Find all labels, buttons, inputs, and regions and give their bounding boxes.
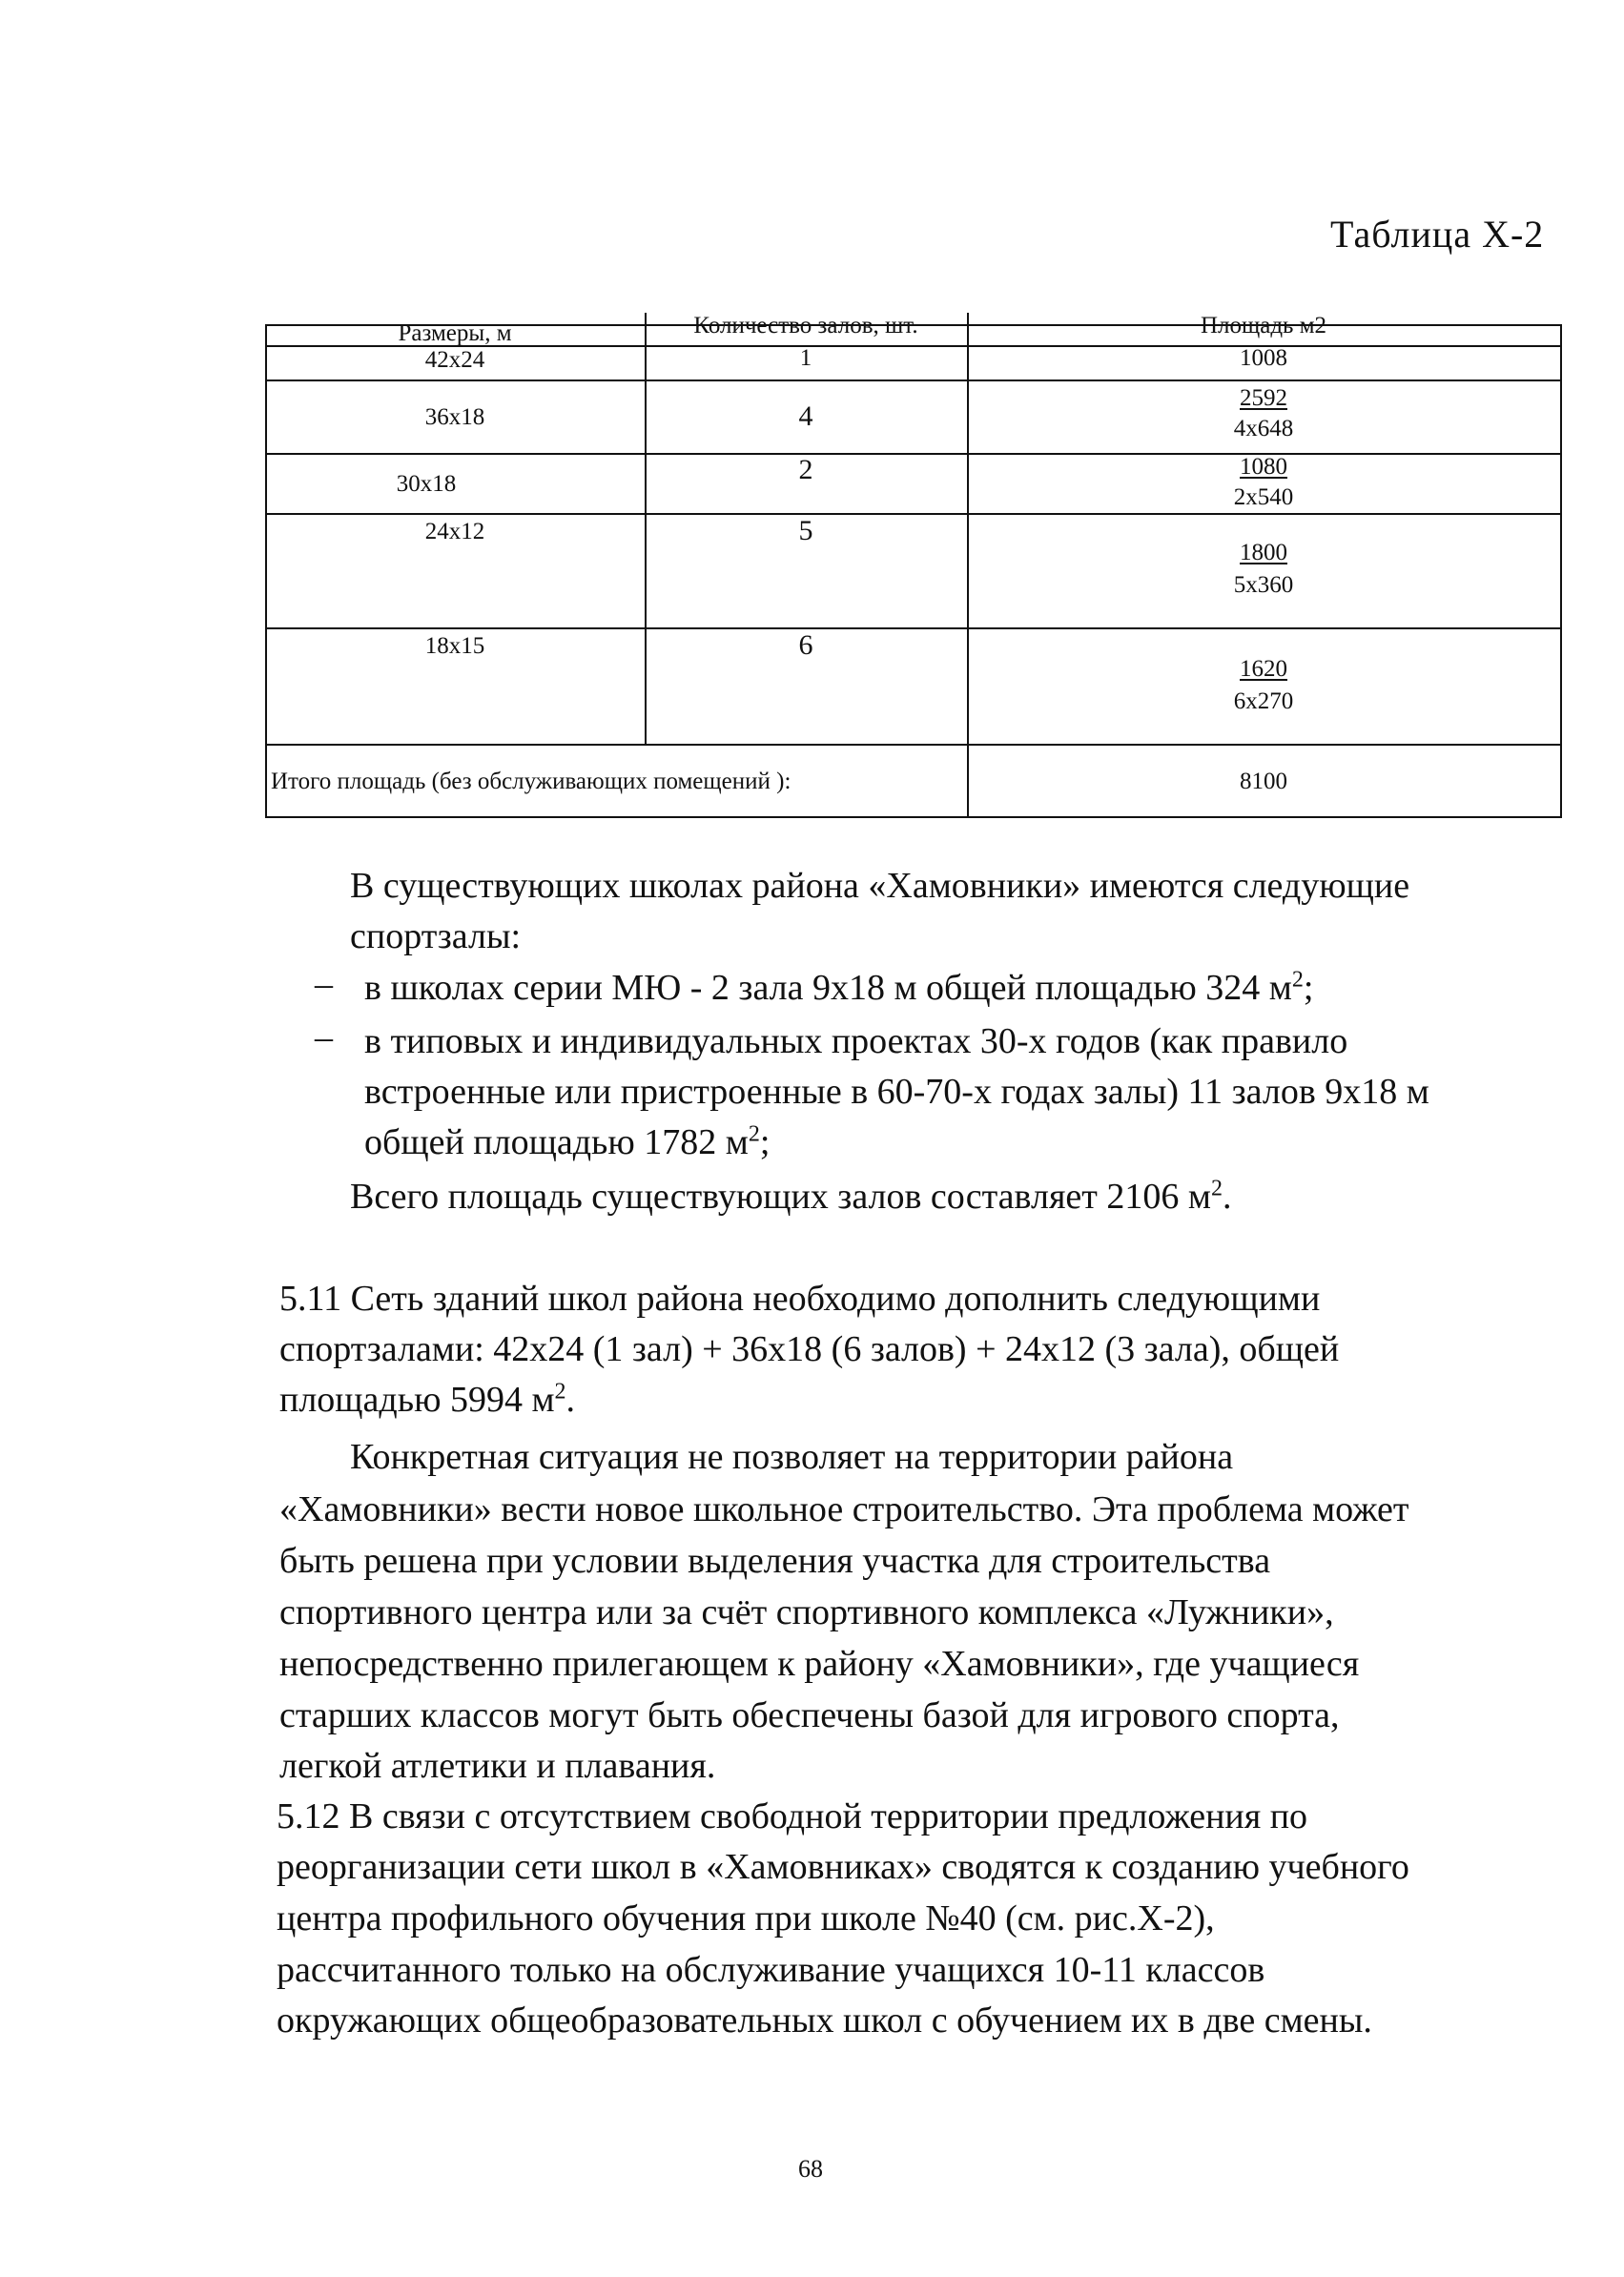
p2-line-1: Конкретная ситуация не позволяет на территории района [350,1437,1234,1477]
intro-line-1: В существующих школах района «Хамовники» имеются следующие [350,866,1410,906]
bullet-2-line-3: общей площадью 1782 $м^2$; [364,1121,771,1162]
bullet-dash: – [315,964,333,1004]
s511-line-3: площадью 5994 $м^2$. [279,1379,576,1420]
header-area: Площадь м2 [1200,313,1327,338]
p2-line-6: старших классов могут быть обеспечены базой для игрового спорта, [279,1695,1340,1735]
row-area-bottom: 4x648 [1233,416,1294,441]
s511-line-2: спортзалами: 42х24 (1 зал) + 36х18 (6 залов) + 24х12 (3 зала), общей [279,1329,1340,1369]
row-count: 4 [798,400,813,432]
row-size: 36x18 [424,404,485,430]
total-label: Итого площадь (без обслуживающих помещений ): [271,769,791,794]
total-value: 8100 [1240,769,1287,794]
row-area-bottom: 2x540 [1233,484,1294,510]
existing-total: Всего площадь существующих залов составляет 2106 $м^2$. [350,1176,1232,1217]
bullet-2-line-2: встроенные или пристроенные в 60-70-х годах залы) 11 залов 9х18 м [364,1072,1429,1112]
s512-line-1: 5.12 В связи с отсутствием свободной территории предложения по [277,1796,1308,1836]
p2-line-4: спортивного центра или за счёт спортивного комплекса «Лужники», [279,1592,1334,1632]
row-area-top: 1080 [1240,454,1287,480]
s512-line-2: реорганизации сети школ в «Хамовниках» сводятся к созданию учебного [277,1847,1409,1887]
row-area-top: 1008 [1240,345,1287,371]
header-count: Количество залов, шт. [693,313,918,338]
row-area-top: 2592 [1240,385,1287,411]
row-count: 5 [798,515,813,546]
page-number: 68 [798,2155,823,2183]
area-table [265,313,1562,818]
bullet-dash: – [315,1017,333,1057]
bullet-1: в школах серии МЮ - 2 зала 9х18 м общей площадью 324 $м^2$; [364,967,1314,1008]
s512-line-3: центра профильного обучения при школе №40 (см. рис.Х-2), [277,1898,1215,1939]
intro-line-2: спортзалы: [350,916,522,956]
s512-line-5: окружающих общеобразовательных школ с обучением их в две смены. [277,2000,1372,2041]
p2-line-7: легкой атлетики и плавания. [279,1746,716,1786]
row-count: 2 [798,454,813,485]
row-size: 24x12 [424,519,485,544]
p2-line-2: «Хамовники» вести новое школьное строительство. Эта проблема может [279,1489,1409,1529]
header-sizes: Размеры, м [398,320,512,346]
s511-line-1: 5.11 Сеть зданий школ района необходимо дополнить следующими [279,1279,1321,1319]
row-count: 1 [799,345,812,371]
row-size: 30x18 [396,471,457,497]
table-title: Таблица Х-2 [1330,213,1545,256]
row-count: 6 [798,629,813,661]
row-size: 42x24 [424,347,485,373]
row-area-bottom: 6x270 [1233,688,1294,714]
bullet-2-line-1: в типовых и индивидуальных проектах 30-х годов (как правило [364,1021,1348,1061]
row-area-top: 1800 [1240,540,1287,565]
p2-line-3: быть решена при условии выделения участка для строительства [279,1541,1271,1581]
row-area-top: 1620 [1240,656,1287,682]
s512-line-4: рассчитанного только на обслуживание учащихся 10-11 классов [277,1950,1265,1990]
row-area-bottom: 5x360 [1233,572,1294,598]
p2-line-5: непосредственно прилегающем к району «Хамовники», где учащиеся [279,1644,1360,1684]
row-size: 18x15 [424,633,485,659]
